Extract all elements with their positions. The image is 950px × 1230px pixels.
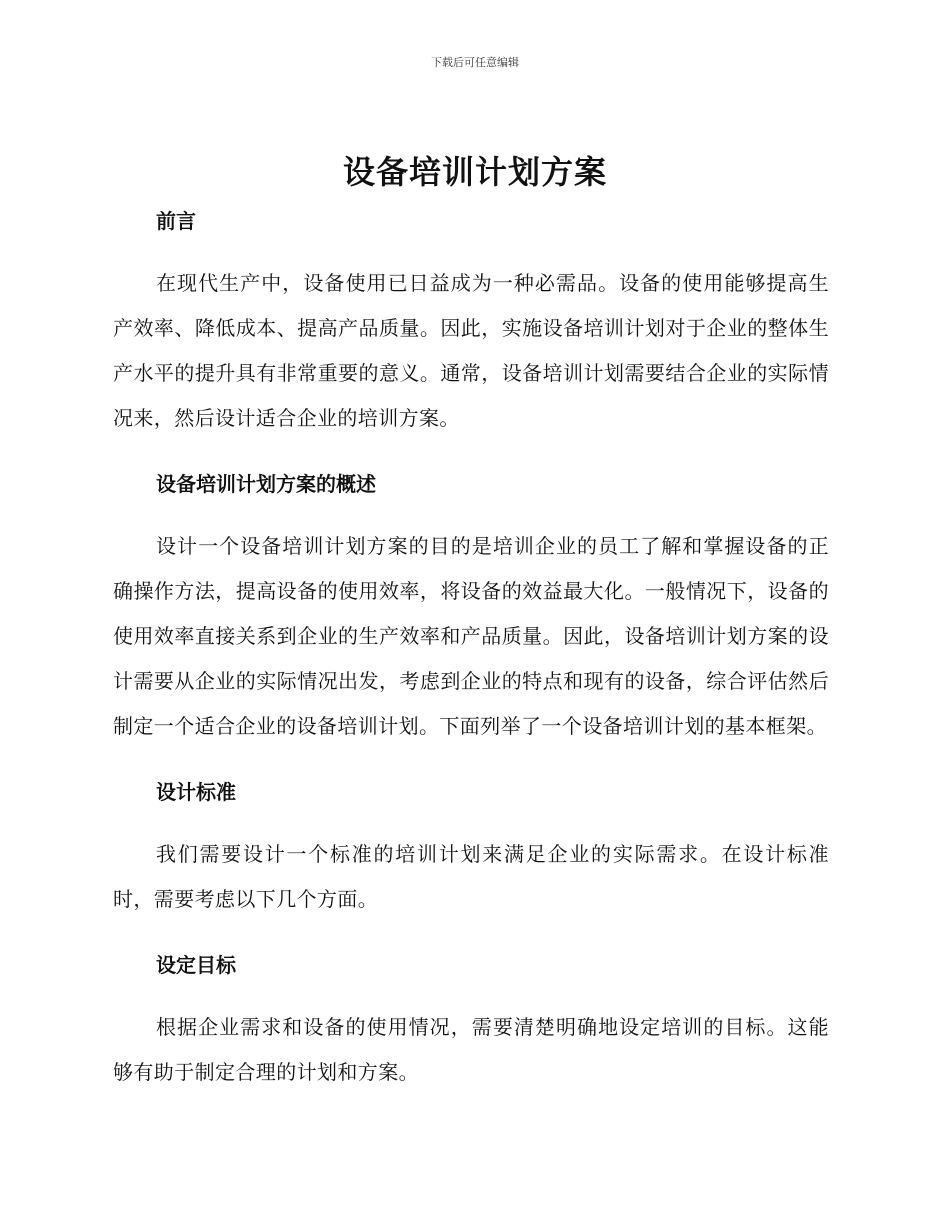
section-paragraph: 我们需要设计一个标准的培训计划来满足企业的实际需求。在设计标准时，需要考虑以下几个方面。 [113,842,829,911]
document-body [113,203,829,1095]
document-title: 设备培训计划方案 [342,153,607,191]
section-heading: 设定目标 [156,953,236,977]
section-heading: 设备培训计划方案的概述 [156,472,376,496]
section-paragraph: 根据企业需求和设备的使用情况，需要清楚明确地设定培训的目标。这能够有助于制定合理的计划和方案。 [113,1015,829,1084]
section-overview [113,466,829,774]
section-paragraph: 在现代生产中，设备使用已日益成为一种必需品。设备的使用能够提高生产效率、降低成本、提高产品质量。因此，实施设备培训计划对于企业的整体生产水平的提升具有非常重要的意义。通常，设备培训计划需要结合企业的实际情况来，然后设计适合企业的培训方案。 [113,271,829,430]
section-heading: 设计标准 [156,780,236,804]
page-header-note: 下载后可任意编辑 [431,56,519,69]
section-paragraph: 设计一个设备培训计划方案的目的是培训企业的员工了解和掌握设备的正确操作方法，提高设备的使用效率，将设备的效益最大化。一般情况下，设备的使用效率直接关系到企业的生产效率和产品质量。因此，设备培训计划方案的设计需要从企业的实际情况出发，考虑到企业的特点和现有的设备，综合评估然后制定一个适合企业的设备培训计划。下面列举了一个设备培训计划的基本框架。 [113,534,829,738]
section-preface [113,203,829,466]
section-design-standard [113,774,829,947]
section-set-goals [113,947,829,1095]
section-heading: 前言 [156,209,196,233]
